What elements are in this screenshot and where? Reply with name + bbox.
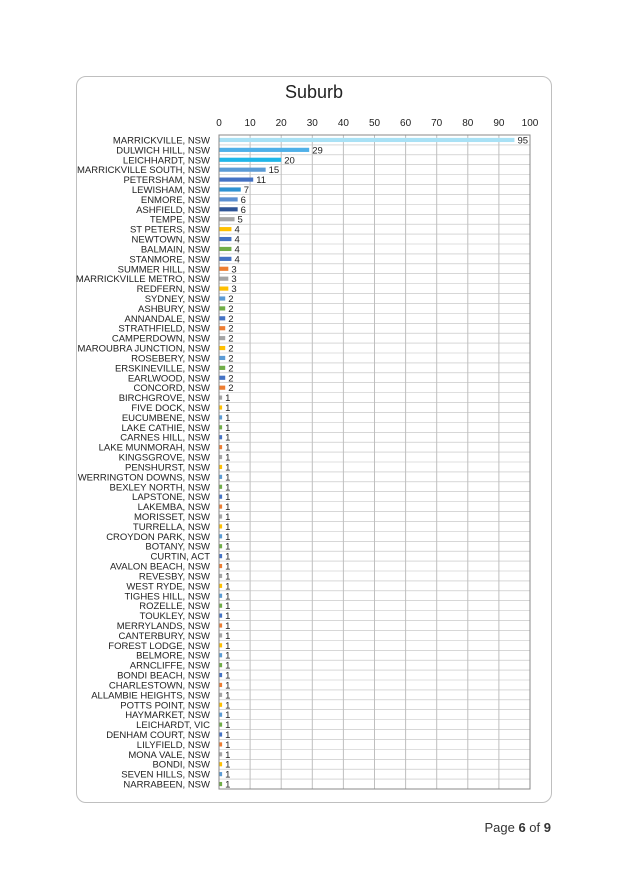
value-label: 3 <box>231 284 237 296</box>
value-label: 1 <box>225 492 231 504</box>
category-label: CONCORD, NSW <box>133 383 210 395</box>
page-of: of <box>529 820 541 835</box>
value-label: 20 <box>284 155 295 167</box>
bar <box>220 713 223 717</box>
value-label: 1 <box>225 680 231 692</box>
category-label: TEMPE, NSW <box>149 214 210 226</box>
value-label: 1 <box>225 551 231 563</box>
bar <box>220 653 223 657</box>
value-label: 1 <box>225 452 231 464</box>
bar <box>220 168 266 172</box>
category-label: EUCUMBENE, NSW <box>121 412 210 424</box>
category-label: FOREST LODGE, NSW <box>108 640 210 652</box>
value-label: 1 <box>225 601 231 613</box>
x-tick-label: 0 <box>216 118 222 129</box>
x-tick-label: 60 <box>400 118 412 129</box>
category-label: DENHAM COURT, NSW <box>106 730 210 741</box>
x-tick-label: 100 <box>521 118 539 129</box>
bar <box>220 346 226 350</box>
value-label: 15 <box>268 165 280 177</box>
bar <box>220 455 223 459</box>
value-label: 1 <box>225 442 231 454</box>
value-label: 2 <box>228 353 234 365</box>
category-label: BELMORE, NSW <box>136 650 210 662</box>
category-label: EARLWOOD, NSW <box>127 373 210 385</box>
category-label: BEXLEY NORTH, NSW <box>109 482 210 494</box>
x-tick-label: 70 <box>431 118 443 129</box>
chart-title: Suburb <box>284 82 344 102</box>
value-label: 3 <box>231 274 237 286</box>
value-label: 1 <box>225 621 231 632</box>
value-label: 5 <box>237 214 243 226</box>
category-label: WERRINGTON DOWNS, NSW <box>77 472 210 484</box>
category-label: CANTERBURY, NSW <box>118 630 210 642</box>
category-label: ERSKINEVILLE, NSW <box>114 363 210 375</box>
category-label: STRATHFIELD, NSW <box>118 323 210 335</box>
category-label: SYDNEY, NSW <box>144 294 210 305</box>
bar <box>220 366 226 370</box>
bar <box>220 475 223 479</box>
value-label: 3 <box>231 264 237 276</box>
value-label: 29 <box>312 145 323 157</box>
category-label: REDFERN, NSW <box>136 284 210 296</box>
value-label: 1 <box>225 482 231 494</box>
category-label: AVALON BEACH, NSW <box>110 561 210 573</box>
x-tick-label: 50 <box>368 118 381 129</box>
bar <box>220 415 223 419</box>
value-label: 1 <box>225 611 231 623</box>
category-label: LAKEMBA, NSW <box>137 502 210 514</box>
bar <box>220 732 223 736</box>
category-label: MERRYLANDS, NSW <box>116 621 210 632</box>
category-label: ASHBURY, NSW <box>138 303 210 315</box>
value-label: 1 <box>225 472 231 484</box>
value-label: 1 <box>225 730 231 741</box>
value-label: 1 <box>225 541 231 553</box>
bar <box>220 247 232 251</box>
category-label: ROZELLE, NSW <box>139 601 210 613</box>
category-label: ENMORE, NSW <box>140 194 210 206</box>
bar <box>220 524 223 528</box>
value-label: 1 <box>225 720 231 732</box>
bar <box>220 544 223 548</box>
grid-layer <box>219 135 530 789</box>
x-tick-label: 80 <box>462 118 474 129</box>
value-label: 4 <box>234 224 240 236</box>
bar <box>220 782 223 786</box>
category-label: LEICHHARDT, NSW <box>122 155 210 167</box>
category-label: CURTIN, ACT <box>150 551 210 563</box>
category-label: TURRELLA, NSW <box>132 521 210 533</box>
value-label: 1 <box>225 591 231 603</box>
bar <box>220 445 223 449</box>
bar <box>220 326 226 330</box>
bar <box>220 693 223 697</box>
bar <box>220 623 223 627</box>
bar <box>220 435 223 439</box>
x-tick-label: 90 <box>493 118 505 129</box>
bar <box>220 742 223 746</box>
category-label: BONDI, NSW <box>152 759 210 771</box>
bar <box>220 306 226 310</box>
value-label: 1 <box>225 650 231 662</box>
bar <box>220 594 223 598</box>
page-total: 9 <box>543 820 551 835</box>
category-label: ST PETERS, NSW <box>129 224 210 236</box>
bar <box>220 465 223 469</box>
category-label: LEICHARDT, VIC <box>136 720 210 732</box>
category-label: PETERSHAM, NSW <box>123 175 210 187</box>
bar <box>220 227 232 231</box>
bar <box>220 336 226 340</box>
bar <box>220 505 223 509</box>
category-label: BONDI BEACH, NSW <box>117 670 210 682</box>
value-label: 1 <box>225 531 231 543</box>
category-label: LAKE CATHIE, NSW <box>121 422 210 434</box>
value-label: 1 <box>225 660 231 672</box>
value-label: 1 <box>225 462 231 474</box>
bar <box>220 683 223 687</box>
value-label: 2 <box>228 373 234 385</box>
category-label: HAYMARKET, NSW <box>125 710 210 722</box>
bar <box>220 138 515 142</box>
value-label: 4 <box>234 254 240 266</box>
bar <box>220 296 226 300</box>
bar <box>220 187 241 191</box>
value-label: 1 <box>225 710 231 722</box>
category-label: MAROUBRA JUNCTION, NSW <box>77 343 210 355</box>
value-label: 1 <box>225 690 231 702</box>
bar <box>220 257 232 261</box>
category-label: MORISSET, NSW <box>133 512 210 523</box>
category-label: LAPSTONE, NSW <box>132 492 210 504</box>
category-label: SEVEN HILLS, NSW <box>121 769 210 781</box>
value-label: 2 <box>228 383 234 395</box>
bar <box>220 386 226 390</box>
bar <box>220 217 235 221</box>
value-label: 1 <box>225 700 231 712</box>
value-label: 6 <box>240 204 246 216</box>
bar <box>220 237 232 241</box>
bar <box>220 405 223 409</box>
category-label: BIRCHGROVE, NSW <box>118 393 210 405</box>
category-label: MONA VALE, NSW <box>128 749 210 761</box>
value-label: 1 <box>225 571 231 583</box>
value-label: 2 <box>228 294 234 305</box>
bar <box>220 604 223 608</box>
category-label: FIVE DOCK, NSW <box>131 403 210 414</box>
bar <box>220 197 238 201</box>
bar <box>220 723 223 727</box>
category-label: LILYFIELD, NSW <box>136 739 210 751</box>
value-label: 1 <box>225 670 231 682</box>
category-label: TOUKLEY, NSW <box>139 611 210 623</box>
category-label: ROSEBERY, NSW <box>131 353 210 365</box>
bar <box>220 158 282 162</box>
category-label: BOTANY, NSW <box>145 541 210 553</box>
bar <box>220 752 223 756</box>
bar <box>220 148 310 152</box>
value-label: 11 <box>256 175 267 187</box>
bar <box>220 554 223 558</box>
page-footer <box>484 820 551 835</box>
bar <box>220 762 223 766</box>
value-label: 1 <box>225 759 231 771</box>
category-label: PENSHURST, NSW <box>125 462 210 474</box>
bar <box>220 495 223 499</box>
category-label: BALMAIN, NSW <box>140 244 210 256</box>
category-label: LAKE MUNMORAH, NSW <box>98 442 210 454</box>
bar <box>220 396 223 400</box>
value-label: 2 <box>228 303 234 315</box>
bar <box>220 633 223 637</box>
category-label: NARRABEEN, NSW <box>123 779 210 791</box>
value-label: 2 <box>228 333 234 345</box>
bar <box>220 277 229 281</box>
value-label: 1 <box>225 422 231 434</box>
category-label: ANNANDALE, NSW <box>124 313 210 325</box>
value-label: 7 <box>243 185 250 196</box>
category-label: STANMORE, NSW <box>129 254 210 266</box>
bar <box>220 614 223 618</box>
value-label: 2 <box>228 363 234 375</box>
category-label: POTTS POINT, NSW <box>120 700 210 712</box>
bar <box>220 316 226 320</box>
value-label: 1 <box>225 779 231 791</box>
bar <box>220 485 223 489</box>
value-label: 1 <box>225 749 231 761</box>
value-label: 1 <box>225 561 231 573</box>
value-label: 1 <box>225 412 231 424</box>
value-label: 1 <box>225 502 231 514</box>
bar <box>220 287 229 291</box>
value-label: 6 <box>240 194 246 206</box>
value-label: 4 <box>234 234 240 246</box>
x-tick-label: 40 <box>337 118 349 129</box>
category-label: NEWTOWN, NSW <box>131 234 210 246</box>
value-label: 1 <box>225 630 231 642</box>
category-label: REVESBY, NSW <box>138 571 210 583</box>
bar <box>220 564 223 568</box>
value-label: 1 <box>225 432 231 444</box>
value-label: 1 <box>225 403 231 414</box>
bar <box>220 673 223 677</box>
bar <box>220 425 223 429</box>
category-label: LEWISHAM, NSW <box>131 185 210 196</box>
value-label: 1 <box>225 640 231 652</box>
category-label: ASHFIELD, NSW <box>136 204 210 216</box>
category-label: DULWICH HILL, NSW <box>116 145 210 157</box>
value-label: 2 <box>228 313 234 325</box>
category-label: KINGSGROVE, NSW <box>118 452 210 464</box>
category-label: MARRICKVILLE METRO, NSW <box>75 274 210 286</box>
bar <box>220 376 226 380</box>
category-label: CAMPERDOWN, NSW <box>111 333 210 345</box>
bar <box>220 534 223 538</box>
value-label: 1 <box>225 581 231 593</box>
category-label: MARRICKVILLE, NSW <box>112 135 210 147</box>
bar <box>220 178 254 182</box>
category-label: ARNCLIFFE, NSW <box>129 660 210 672</box>
value-label: 4 <box>234 244 240 256</box>
bar <box>220 643 223 647</box>
value-label: 2 <box>228 323 234 335</box>
category-label: TIGHES HILL, NSW <box>124 591 210 603</box>
bar <box>220 574 223 578</box>
value-label: 1 <box>225 512 231 523</box>
bar <box>220 514 223 518</box>
category-label: CHARLESTOWN, NSW <box>108 680 210 692</box>
x-tick-label: 10 <box>244 118 256 129</box>
bar <box>220 663 223 667</box>
value-label: 2 <box>228 343 234 355</box>
value-label: 1 <box>225 769 231 781</box>
bar <box>220 703 223 707</box>
category-label: CARNES HILL, NSW <box>120 432 210 444</box>
value-label: 1 <box>225 521 231 533</box>
category-label: ALLAMBIE HEIGHTS, NSW <box>91 690 210 702</box>
x-tick-label: 30 <box>306 118 318 129</box>
bar <box>220 356 226 360</box>
page-current: 6 <box>518 820 526 835</box>
category-label: MARRICKVILLE SOUTH, NSW <box>76 165 210 177</box>
category-label: CROYDON PARK, NSW <box>106 531 210 543</box>
x-tick-label: 20 <box>275 118 287 129</box>
value-label: 1 <box>225 739 231 751</box>
page-label: Page <box>484 820 515 835</box>
bar <box>220 207 238 211</box>
category-label: SUMMER HILL, NSW <box>117 264 210 276</box>
category-label: WEST RYDE, NSW <box>126 581 210 593</box>
value-label: 1 <box>225 393 231 405</box>
value-label: 95 <box>517 135 529 147</box>
bar <box>220 267 229 271</box>
bar <box>220 772 223 776</box>
bar <box>220 584 223 588</box>
